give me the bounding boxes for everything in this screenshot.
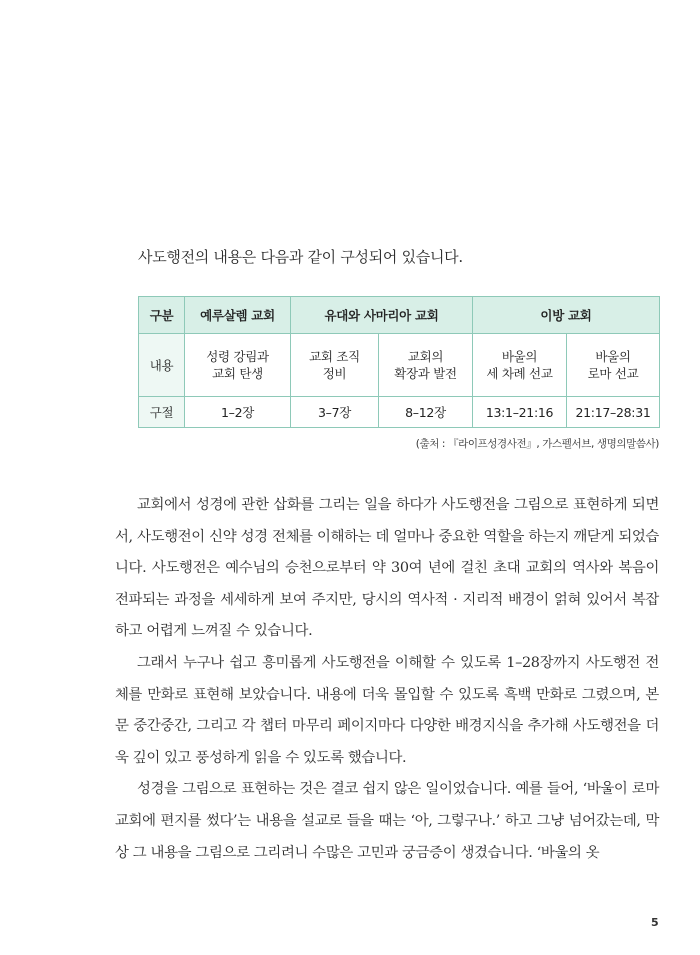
table-cell: 바울의 로마 선교 bbox=[567, 334, 660, 397]
row-label-verse: 구절 bbox=[139, 397, 185, 428]
paragraph: 그래서 누구나 쉽고 흥미롭게 사도행전을 이해할 수 있도록 1–28장까지 사도행전 전체를 만화로 표현해 보았습니다. 내용에 더욱 몰입할 수 있도록 흑백 만화로 그렸으며, 본문 중간중간, 그리고 각 챕터 마무리 페이지마다 다양한 배경지식을 추가해 사도행전을 더욱 깊이 있고 풍성하게 읽을 수 있도록 했습니다. bbox=[115, 654, 659, 766]
table-cell: 8–12장 bbox=[379, 397, 473, 428]
paragraph: 교회에서 성경에 관한 삽화를 그리는 일을 하다가 사도행전을 그림으로 표현하게 되면서, 사도행전이 신약 성경 전체를 이해하는 데 얼마나 중요한 역할을 하는지 깨닫게 되었습니다. 사도행전은 예수님의 승천으로부터 약 30여 년에 걸친 초대 교회의 역사와 복음이 전파되는 과정을 세세하게 보여 주지만, 당시의 역사적 · 지리적 배경이 얽혀 있어서 복잡하고 어렵게 느껴질 수 있습니다. bbox=[115, 497, 659, 640]
page-number: 5 bbox=[651, 916, 659, 929]
body-text bbox=[115, 490, 659, 869]
table-cell: 교회 조직 정비 bbox=[291, 334, 379, 397]
paragraph: 성경을 그림으로 표현하는 것은 결코 쉽지 않은 일이었습니다. 예를 들어, ‘바울이 로마 교회에 편지를 썼다’는 내용을 설교로 들을 때는 ‘아, 그렇구나.’ 하고 그냥 넘어갔는데, 막상 그 내용을 그림으로 그리려니 수많은 고민과 궁금증이 생겼습니다. ‘바울의 옷 bbox=[115, 781, 659, 861]
table-cell: 교회의 확장과 발전 bbox=[379, 334, 473, 397]
table-cell: 바울의 세 차례 선교 bbox=[473, 334, 567, 397]
table-cell: 21:17–28:31 bbox=[567, 397, 660, 428]
table-source-caption: (출처 : 『라이프성경사전』, 가스펠서브, 생명의말씀사) bbox=[415, 438, 659, 450]
row-label-content: 내용 bbox=[139, 334, 185, 397]
table-row bbox=[139, 397, 660, 428]
table-header-row bbox=[139, 297, 660, 334]
table-cell: 성령 강림과 교회 탄생 bbox=[185, 334, 291, 397]
header-group-jerusalem: 예루살렘 교회 bbox=[185, 297, 291, 334]
intro-sentence: 사도행전의 내용은 다음과 같이 구성되어 있습니다. bbox=[138, 248, 463, 266]
table-cell: 1–2장 bbox=[185, 397, 291, 428]
acts-structure-table bbox=[138, 296, 660, 428]
table-cell: 3–7장 bbox=[291, 397, 379, 428]
header-label: 구분 bbox=[139, 297, 185, 334]
header-group-judea-samaria: 유대와 사마리아 교회 bbox=[291, 297, 473, 334]
table-cell: 13:1–21:16 bbox=[473, 397, 567, 428]
header-group-gentile: 이방 교회 bbox=[473, 297, 660, 334]
table-row bbox=[139, 334, 660, 397]
